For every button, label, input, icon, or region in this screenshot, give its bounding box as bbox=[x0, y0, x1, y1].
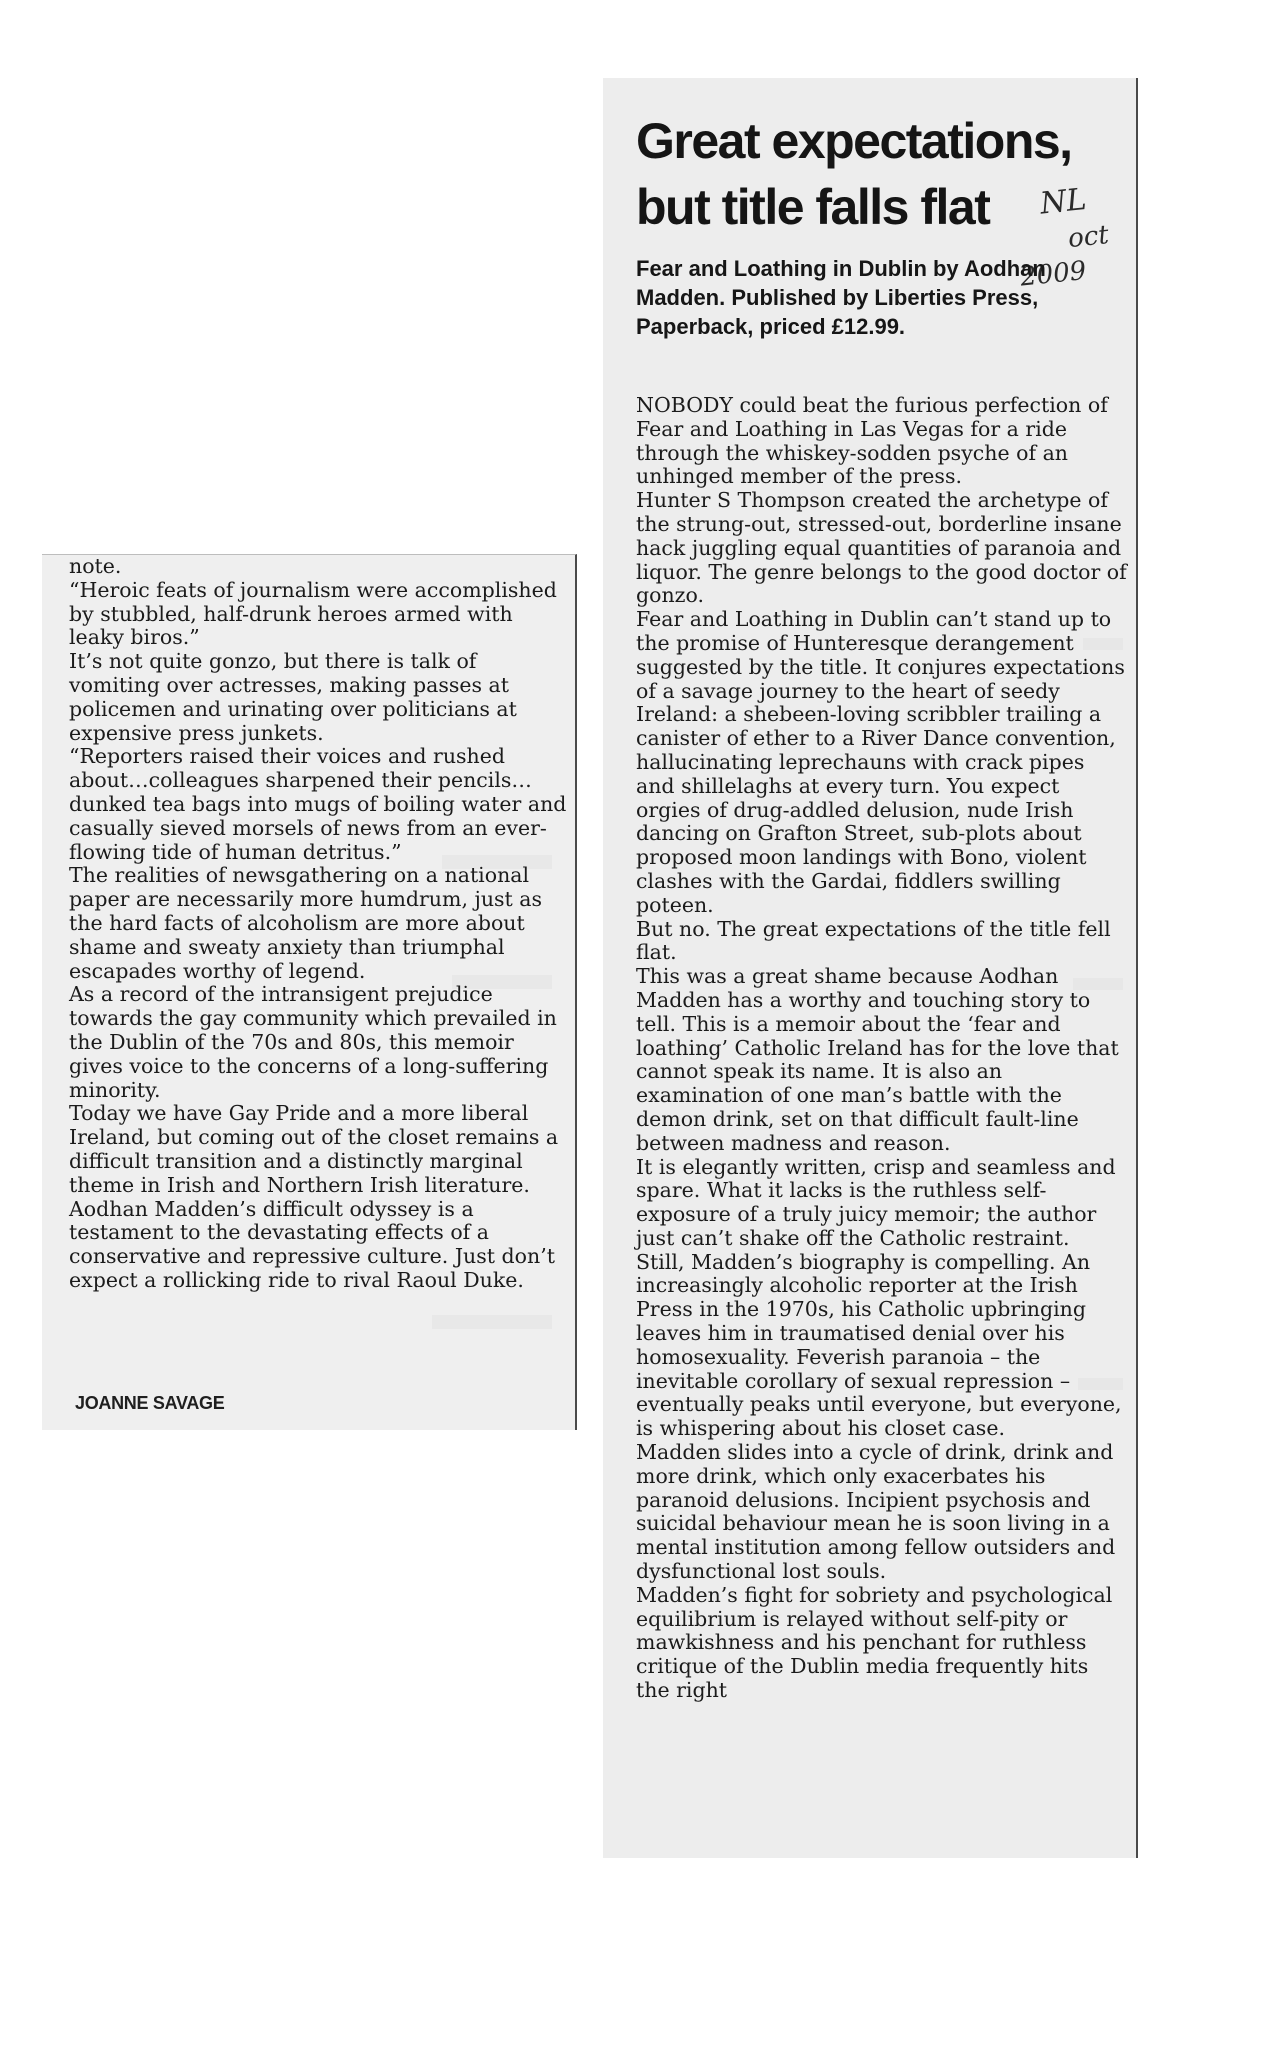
paragraph: Still, Madden’s biography is compelling. An increasingly alcoholic reporter at the Irish Press in the 1970s, his Catholic upbringing leaves him in traumatised denial over his homosexuality. Feverish paranoia – the inevitable corollary of sexual repression – eventually peaks until everyone, but everyone, is whispering about his closet case. bbox=[636, 1249, 1122, 1441]
paragraph: “Reporters raised their voices and rushed about…colleagues sharpened their pencils…dunked tea bags into mugs of boiling water and casually sieved morsels of news from an ever-flowing tide of human detritus.” bbox=[69, 744, 567, 864]
paragraph: NOBODY could beat the furious perfection of Fear and Loathing in Las Vegas for a ride through the whiskey-sodden psyche of an unhinged member of the press. bbox=[636, 393, 1108, 489]
standfirst: Fear and Loathing in Dublin by Aodhan Madden. Published by Liberties Press, Paperback, priced £12.99. bbox=[636, 256, 1046, 339]
paragraph: Aodhan Madden’s difficult odyssey is a testament to the devastating effects of a conservative and repressive culture. Just don’t expect a rollicking ride to rival Raoul Duke. bbox=[69, 1196, 555, 1292]
headline: Great expectations, but title falls flat bbox=[636, 113, 1072, 235]
paragraph: Hunter S Thompson created the archetype of the strung-out, stressed-out, borderline insane hack juggling equal quantities of paranoia and liquor. The genre belongs to the good doctor of gonzo. bbox=[636, 488, 1127, 608]
paragraph: This was a great shame because Aodhan Madden has a worthy and touching story to tell. This is a memoir about the ‘fear and loathing’ Catholic Ireland has for the love that cannot speak its name. It is also an examination of one man’s battle with the demon drink, set on that difficult fault-line between madness and reason. bbox=[636, 964, 1119, 1155]
left-column-text bbox=[69, 555, 569, 1293]
paragraph: It’s not quite gonzo, but there is talk of vomiting over actresses, making passes at policemen and urinating over politicians at expensive press junkets. bbox=[69, 649, 517, 745]
handwritten-month: oct bbox=[1066, 220, 1111, 255]
paragraph: Fear and Loathing in Dublin can’t stand up to the promise of Hunteresque derangement suggested by the title. It conjures expectations of a savage journey to the heart of seedy Ireland: a shebeen-loving scribbler trailing a canister of ether to a River Dance convention, hallucinating leprechauns with crack pipes and shillelaghs at every turn. You expect orgies of drug-addled delusion, nude Irish dancing on Grafton Street, sub-plots about proposed moon landings with Bono, violent clashes with the Gardai, fiddlers swilling poteen. bbox=[636, 607, 1125, 917]
bleed-through-mark bbox=[432, 1315, 552, 1329]
article-body bbox=[636, 394, 1128, 1703]
paragraph: Today we have Gay Pride and a more liberal Ireland, but coming out of the closet remains a difficult transition and a distinctly marginal theme in Irish and Northern Irish literature. bbox=[69, 1101, 559, 1197]
handwritten-initials: NL bbox=[1038, 181, 1088, 222]
byline: JOANNE SAVAGE bbox=[75, 1393, 225, 1413]
paragraph: Madden’s fight for sobriety and psychological equilibrium is relayed without self-pity or mawkishness and his penchant for ruthless critique of the Dublin media frequently hits the right bbox=[636, 1582, 1113, 1703]
paragraph: Madden slides into a cycle of drink, drink and more drink, which only exacerbates his paranoid delusions. Incipient psychosis and suicidal behaviour mean he is soon living in a mental institution among fellow outsiders and dysfunctional lost souls. bbox=[636, 1440, 1116, 1584]
paragraph: But no. The great expectations of the title fell flat. bbox=[636, 916, 1111, 965]
left-clipping bbox=[42, 554, 577, 1430]
paragraph: “Heroic feats of journalism were accomplished by stubbled, half-drunk heroes armed with leaky biros.” bbox=[69, 577, 557, 650]
paragraph: note. bbox=[69, 554, 122, 578]
paragraph: As a record of the intransigent prejudice towards the gay community which prevailed in the Dublin of the 70s and 80s, this memoir gives voice to the concerns of a long-suffering minority. bbox=[69, 982, 557, 1102]
paragraph: The realities of newsgathering on a national paper are necessarily more humdrum, just as the hard facts of alcoholism are more about shame and sweaty anxiety than triumphal escapades worthy of legend. bbox=[69, 863, 543, 983]
paragraph: It is elegantly written, crisp and seamless and spare. What it lacks is the ruthless self-exposure of a truly juicy memoir; the author just can’t shake off the Catholic restraint. bbox=[636, 1154, 1116, 1250]
article-clipping bbox=[603, 78, 1138, 1858]
handwritten-year: 2009 bbox=[1018, 255, 1088, 293]
